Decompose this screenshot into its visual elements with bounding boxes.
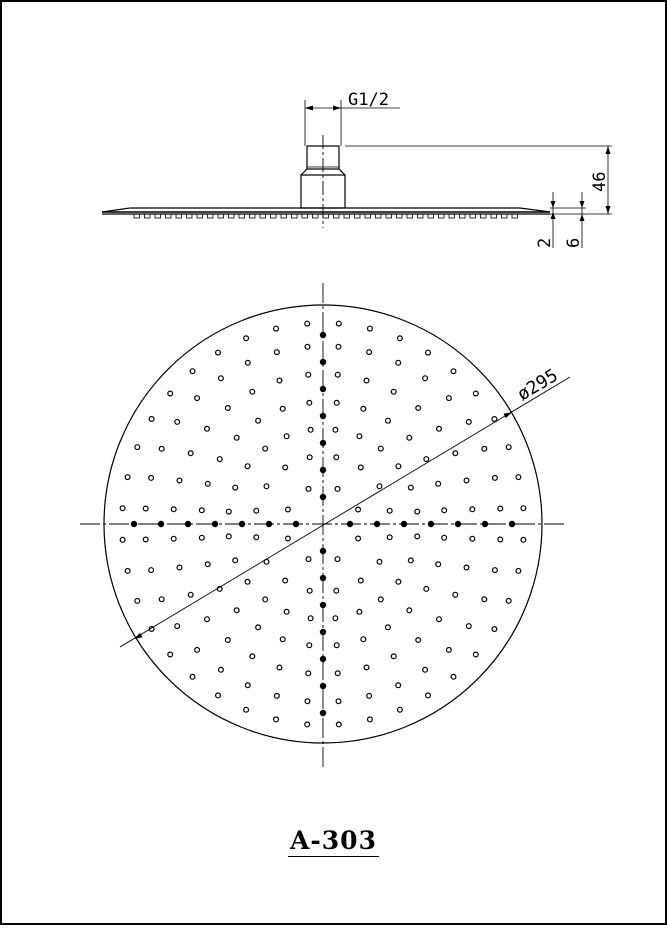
spray-hole (396, 360, 401, 365)
spray-hole (377, 559, 382, 564)
nozzle (397, 214, 403, 218)
spray-hole (149, 568, 154, 573)
spray-hole (428, 521, 433, 526)
spray-hole (305, 344, 310, 349)
spray-hole (245, 464, 250, 469)
spray-hole (415, 534, 420, 539)
spray-hole (416, 638, 421, 643)
spray-hole (368, 326, 373, 331)
spray-hole (159, 446, 164, 451)
spray-hole (225, 406, 230, 411)
spray-hole (320, 332, 325, 337)
diameter-dim-line (120, 377, 570, 647)
spray-hole (275, 694, 280, 699)
spray-hole (368, 717, 373, 722)
spray-hole (398, 336, 403, 341)
spray-hole (274, 717, 279, 722)
spray-hole (234, 608, 239, 613)
spray-hole (256, 418, 261, 423)
spray-hole (442, 508, 447, 513)
spray-hole (436, 562, 441, 567)
spray-hole (447, 396, 452, 401)
spray-hole (464, 478, 469, 483)
spray-hole (336, 321, 341, 326)
spray-hole (135, 445, 140, 450)
spray-hole (336, 722, 341, 727)
spray-hole (219, 667, 224, 672)
spray-hole (307, 455, 312, 460)
spray-hole (135, 599, 140, 604)
spray-hole (335, 487, 340, 492)
spray-hole (177, 478, 182, 483)
spray-hole (426, 693, 431, 698)
spray-hole (320, 467, 325, 472)
spray-hole (168, 391, 173, 396)
spray-hole (234, 435, 239, 440)
spray-hole (320, 656, 325, 661)
spray-hole (437, 426, 442, 431)
spray-hole (367, 350, 372, 355)
spray-hole (217, 457, 222, 462)
spray-hole (264, 559, 269, 564)
spray-hole (335, 372, 340, 377)
nozzle (313, 214, 319, 218)
spray-hole (190, 674, 195, 679)
nozzle (334, 214, 340, 218)
spray-hole (396, 464, 401, 469)
nozzle (271, 214, 277, 218)
spray-hole (492, 417, 497, 422)
nozzle (470, 214, 476, 218)
spray-hole (492, 627, 497, 632)
nozzle (460, 214, 466, 218)
spray-hole (212, 521, 217, 526)
spray-hole (374, 521, 379, 526)
spray-hole (266, 521, 271, 526)
spray-hole (347, 521, 352, 526)
spray-hole (284, 609, 289, 614)
spray-hole (320, 494, 325, 499)
spray-hole (482, 597, 487, 602)
spray-hole (293, 521, 298, 526)
spray-hole (521, 506, 526, 511)
spray-hole (335, 671, 340, 676)
top-view (80, 283, 570, 768)
spray-hole (447, 648, 452, 653)
spray-hole (226, 509, 231, 514)
spray-hole (408, 558, 413, 563)
spray-hole (320, 629, 325, 634)
spray-hole (250, 654, 255, 659)
spray-hole (320, 710, 325, 715)
spray-hole (244, 336, 249, 341)
spray-hole (283, 578, 288, 583)
spray-hole (143, 537, 148, 542)
spray-hole (149, 476, 154, 481)
spray-hole (401, 521, 406, 526)
spray-hole (333, 616, 338, 621)
nozzle (187, 214, 193, 218)
nozzle (302, 214, 308, 218)
spray-hole (509, 521, 514, 526)
nozzle (502, 214, 508, 218)
spray-hole (391, 389, 396, 394)
nozzle (292, 214, 298, 218)
spray-hole (386, 625, 391, 630)
plate-thickness-label: 2 (535, 237, 555, 248)
spray-hole (320, 359, 325, 364)
spray-hole (357, 434, 362, 439)
spray-hole (171, 507, 176, 512)
spray-hole (284, 434, 289, 439)
spray-hole (199, 535, 204, 540)
height-label: 46 (590, 171, 610, 192)
spray-hole (364, 378, 369, 383)
spray-hole (333, 427, 338, 432)
spray-hole (407, 608, 412, 613)
spray-hole (407, 435, 412, 440)
nozzle (239, 214, 245, 218)
spray-hole (356, 536, 361, 541)
spray-hole (396, 579, 401, 584)
spray-hole (398, 707, 403, 712)
spray-hole (361, 406, 366, 411)
spray-hole (424, 457, 429, 462)
spray-hole (254, 535, 259, 540)
spray-hole (226, 534, 231, 539)
spray-hole (239, 521, 244, 526)
spray-hole (391, 654, 396, 659)
spray-hole (320, 548, 325, 553)
spray-hole (245, 360, 250, 365)
spray-hole (482, 521, 487, 526)
spray-hole (361, 637, 366, 642)
spray-hole (175, 420, 180, 425)
spray-hole (377, 484, 382, 489)
spray-hole (245, 579, 250, 584)
nozzle (218, 214, 224, 218)
spray-hole (274, 326, 279, 331)
spray-hole (521, 537, 526, 542)
spray-hole (277, 665, 282, 670)
spray-hole (125, 569, 130, 574)
nozzle-row (134, 214, 518, 218)
spray-hole (470, 507, 475, 512)
nozzle (512, 214, 518, 218)
spray-hole (320, 386, 325, 391)
spray-hole (177, 565, 182, 570)
spray-hole (437, 617, 442, 622)
spray-hole (367, 694, 372, 699)
spray-hole (506, 445, 511, 450)
spray-hole (470, 536, 475, 541)
spray-hole (436, 481, 441, 486)
spray-hole (335, 557, 340, 562)
spray-hole (131, 521, 136, 526)
spray-hole (205, 481, 210, 486)
nozzle (386, 214, 392, 218)
nozzle (281, 214, 287, 218)
spray-hole (493, 476, 498, 481)
spray-hole (516, 475, 521, 480)
nozzle (229, 214, 235, 218)
spray-hole (263, 446, 268, 451)
spray-hole (378, 597, 383, 602)
nozzle (176, 214, 182, 218)
thread-label: G1/2 (348, 90, 389, 110)
spray-hole (426, 350, 431, 355)
spray-hole (498, 537, 503, 542)
spray-hole (357, 609, 362, 614)
spray-hole (305, 722, 310, 727)
spray-hole (190, 369, 195, 374)
spray-hole (334, 455, 339, 460)
spray-hole (306, 671, 311, 676)
nozzle (428, 214, 434, 218)
nozzle (407, 214, 413, 218)
nozzle (439, 214, 445, 218)
spray-hole (334, 400, 339, 405)
spray-hole (306, 372, 311, 377)
spray-hole (506, 599, 511, 604)
spray-hole (275, 350, 280, 355)
nozzle (344, 214, 350, 218)
spray-hole (277, 378, 282, 383)
spray-hole (464, 565, 469, 570)
model-title (0, 826, 667, 855)
nozzle (491, 214, 497, 218)
spray-hole (188, 451, 193, 456)
spray-hole (387, 535, 392, 540)
spray-hole (245, 683, 250, 688)
spray-hole (195, 396, 200, 401)
spray-hole (320, 602, 325, 607)
spray-hole (473, 652, 478, 657)
spray-hole (264, 484, 269, 489)
spray-hole (125, 475, 130, 480)
nozzle (155, 214, 161, 218)
spray-hole (244, 707, 249, 712)
spray-hole (386, 418, 391, 423)
spray-hole (396, 683, 401, 688)
nozzle (481, 214, 487, 218)
spray-hole (416, 406, 421, 411)
spray-hole (482, 446, 487, 451)
spray-hole (320, 683, 325, 688)
spray-hole (205, 617, 210, 622)
spray-hole (451, 369, 456, 374)
spray-hole (307, 588, 312, 593)
spray-hole (320, 413, 325, 418)
spray-hole (320, 575, 325, 580)
spray-hole (199, 508, 204, 513)
spray-hole (219, 376, 224, 381)
spray-hole (233, 485, 238, 490)
side-view (102, 100, 612, 248)
spray-hole (283, 465, 288, 470)
spray-hole (320, 440, 325, 445)
nozzle (250, 214, 256, 218)
spray-hole (408, 485, 413, 490)
spray-hole (466, 624, 471, 629)
spray-hole (334, 643, 339, 648)
spray-hole (171, 536, 176, 541)
nozzle (260, 214, 266, 218)
nozzle (134, 214, 140, 218)
spray-hole (358, 465, 363, 470)
spray-hole (263, 597, 268, 602)
nozzle (166, 214, 172, 218)
spray-hole (424, 587, 429, 592)
spray-hole (305, 321, 310, 326)
spray-hole (387, 508, 392, 513)
spray-hole (225, 638, 230, 643)
spray-hole (473, 391, 478, 396)
nozzle (323, 214, 329, 218)
spray-hole (307, 400, 312, 405)
nozzle (355, 214, 361, 218)
spray-hole (216, 693, 221, 698)
spray-hole (306, 557, 311, 562)
nozzle (376, 214, 382, 218)
spray-hole (358, 578, 363, 583)
nozzle (208, 214, 214, 218)
spray-hole (453, 592, 458, 597)
spray-hole (120, 506, 125, 511)
model-code: A-303 (290, 826, 377, 855)
spray-hole (415, 509, 420, 514)
spray-hole (423, 376, 428, 381)
spray-hole (336, 699, 341, 704)
spray-hole (286, 507, 291, 512)
spray-hole (493, 568, 498, 573)
spray-hole (455, 521, 460, 526)
spray-hole (451, 674, 456, 679)
spray-hole (159, 597, 164, 602)
spray-hole (205, 562, 210, 567)
spray-hole (149, 417, 154, 422)
spray-hole (188, 592, 193, 597)
spray-hole (336, 344, 341, 349)
spray-hole (120, 537, 125, 542)
spray-hole (256, 625, 261, 630)
spray-hole (334, 588, 339, 593)
spray-hole (306, 487, 311, 492)
rim-height-label: 6 (564, 237, 584, 248)
spray-hole (305, 699, 310, 704)
nozzle (365, 214, 371, 218)
spray-hole (205, 426, 210, 431)
spray-hole (364, 665, 369, 670)
diameter-label: ø295 (513, 364, 562, 406)
nozzle (449, 214, 455, 218)
spray-hole (466, 420, 471, 425)
spray-hole (185, 521, 190, 526)
spray-hole (280, 637, 285, 642)
nozzle (145, 214, 151, 218)
spray-hole (233, 558, 238, 563)
spray-hole (158, 521, 163, 526)
spray-hole (378, 446, 383, 451)
spray-hole (516, 569, 521, 574)
spray-hole (195, 648, 200, 653)
spray-hole (498, 506, 503, 511)
spray-hole (307, 643, 312, 648)
spray-hole (356, 507, 361, 512)
spray-hole (250, 389, 255, 394)
spray-hole (453, 451, 458, 456)
spray-hole (286, 536, 291, 541)
sheet-border (1, 1, 666, 924)
spray-hole (168, 652, 173, 657)
spray-hole (216, 350, 221, 355)
spray-hole (280, 406, 285, 411)
spray-hole (308, 616, 313, 621)
nozzle (197, 214, 203, 218)
spray-hole (175, 624, 180, 629)
spray-hole (254, 508, 259, 513)
spray-hole (442, 535, 447, 540)
spray-hole (423, 667, 428, 672)
nozzle (418, 214, 424, 218)
spray-hole (143, 506, 148, 511)
spray-hole (308, 427, 313, 432)
